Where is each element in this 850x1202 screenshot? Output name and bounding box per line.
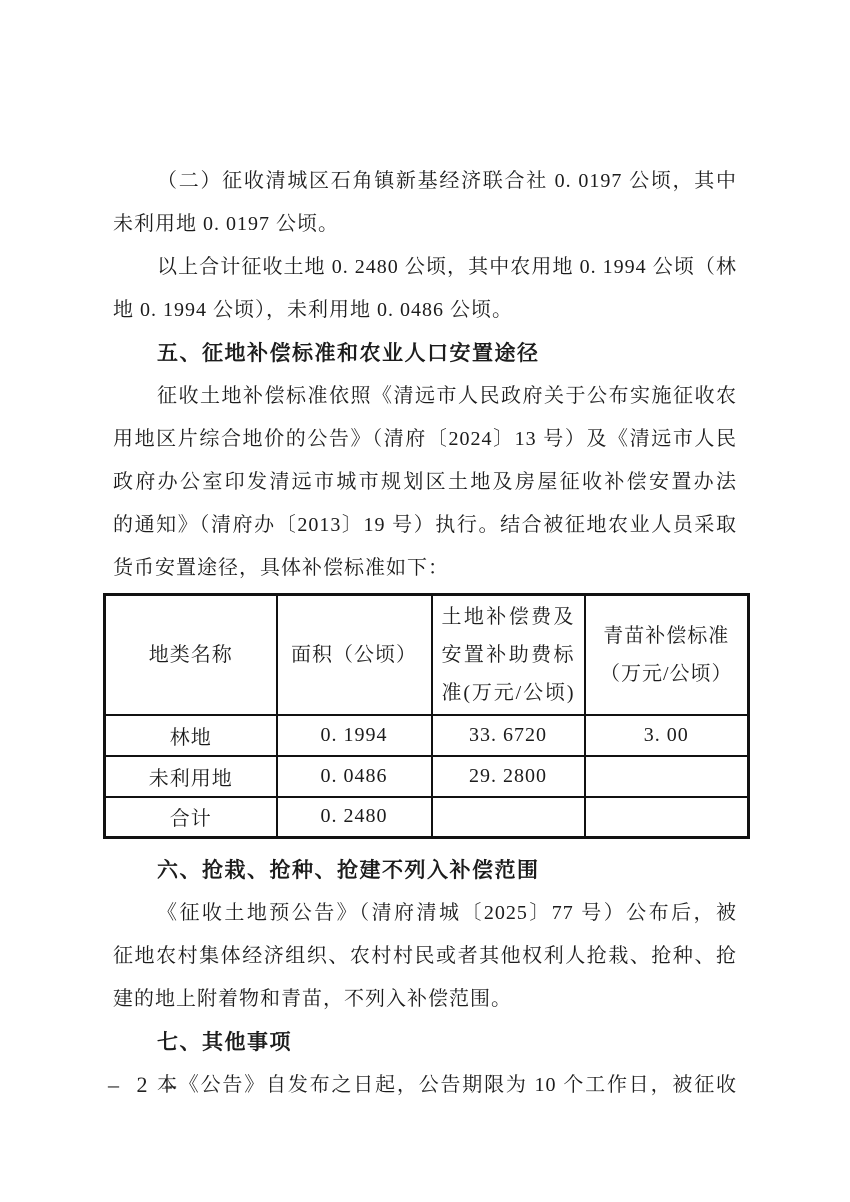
paragraph-line: 征地农村集体经济组织、农村村民或者其他权利人抢栽、抢种、抢	[113, 945, 737, 967]
cell-seedling-compensation	[585, 756, 749, 797]
paragraph-line: 货币安置途径，具体补偿标准如下：	[113, 557, 449, 579]
cell-land-compensation: 29. 2800	[432, 756, 585, 797]
section-heading-seven: 七、其他事项	[157, 1031, 292, 1054]
column-header-area: 面积（公顷）	[277, 595, 432, 715]
section-heading-six: 六、抢栽、抢种、抢建不列入补偿范围	[157, 859, 540, 882]
paragraph-line: 未利用地 0. 0197 公顷。	[113, 213, 339, 235]
paragraph-line: 《征收土地预公告》（清府清城〔2025〕77 号）公布后，被	[157, 902, 737, 924]
cell-land-type: 林地	[105, 715, 277, 756]
paragraph-line: 政府办公室印发清远市城市规划区土地及房屋征收补偿安置办法	[113, 471, 737, 493]
column-header-land-type: 地类名称	[105, 595, 277, 715]
cell-seedling-compensation: 3. 00	[585, 715, 749, 756]
paragraph-line: 用地区片综合地价的公告》（清府〔2024〕13 号）及《清远市人民	[113, 428, 737, 450]
paragraph-line: 的通知》（清府办〔2013〕19 号）执行。结合被征地农业人员采取	[113, 514, 737, 536]
page-number: – 2 –	[108, 1072, 182, 1097]
column-header-land-compensation-rate: 土地补偿费及安置补助费标准(万元/公顷)	[432, 595, 585, 715]
cell-area: 0. 2480	[277, 797, 432, 838]
cell-land-compensation: 33. 6720	[432, 715, 585, 756]
cell-area: 0. 1994	[277, 715, 432, 756]
section-heading-five: 五、征地补偿标准和农业人口安置途径	[157, 342, 540, 365]
paragraph-line: 建的地上附着物和青苗，不列入补偿范围。	[113, 988, 512, 1010]
table-header-row	[105, 595, 749, 715]
cell-land-type: 合计	[105, 797, 277, 838]
cell-land-compensation	[432, 797, 585, 838]
paragraph-line: （二）征收清城区石角镇新基经济联合社 0. 0197 公顷，其中	[157, 170, 737, 192]
cell-seedling-compensation	[585, 797, 749, 838]
paragraph-line: 征收土地补偿标准依照《清远市人民政府关于公布实施征收农	[157, 385, 737, 407]
document-body	[113, 160, 737, 1107]
cell-area: 0. 0486	[277, 756, 432, 797]
column-header-seedling-compensation-rate: 青苗补偿标准（万元/公顷）	[585, 595, 749, 715]
table-row-forest-land	[105, 715, 749, 756]
paragraph-line: 以上合计征收土地 0. 2480 公顷，其中农用地 0. 1994 公顷（林	[157, 256, 737, 278]
paragraph-line: 地 0. 1994 公顷），未利用地 0. 0486 公顷。	[113, 299, 513, 321]
cell-land-type: 未利用地	[105, 756, 277, 797]
compensation-table	[103, 593, 750, 839]
paragraph-line: 本《公告》自发布之日起，公告期限为 10 个工作日，被征收	[157, 1074, 737, 1096]
table-row-total	[105, 797, 749, 838]
table-row-unused-land	[105, 756, 749, 797]
